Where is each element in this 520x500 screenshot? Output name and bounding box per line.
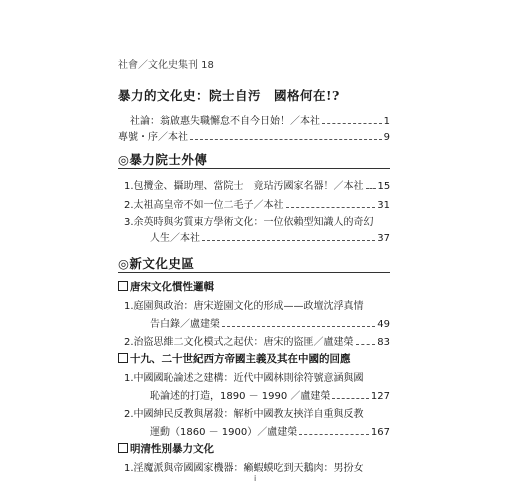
- square-bullet-icon: [118, 281, 128, 291]
- square-bullet-icon: [118, 443, 128, 453]
- entry-title: 社論：翁啟惠失職懈怠不自今日始！／本社: [130, 116, 320, 127]
- double-circle-icon: ◎: [118, 256, 130, 271]
- subsection-heading-text: 十九、二十世紀西方帝國主義及其在中國的回應: [130, 353, 351, 365]
- dot-leader: [222, 326, 375, 327]
- section-title-violent-academician: [118, 150, 207, 168]
- toc-entry[interactable]: [118, 196, 390, 212]
- section-divider: [118, 272, 390, 273]
- subsection-heading: [118, 279, 214, 294]
- entry-title: 2.治盜思維二文化模式之起伏：唐宋的盜匪／盧建榮: [124, 337, 354, 348]
- running-head: 社會／文化史集刊 18: [118, 60, 214, 71]
- dot-leader: [322, 123, 382, 124]
- subsection-heading-text: 明清性別暴力文化: [130, 443, 214, 455]
- dot-leader: [356, 344, 376, 345]
- toc-entry-continuation[interactable]: [118, 315, 390, 331]
- entry-title-continued: 告白錄／盧建榮: [150, 319, 220, 330]
- dot-leader: [299, 434, 369, 435]
- dot-leader: [190, 139, 382, 140]
- dot-leader: [286, 207, 376, 208]
- entry-title[interactable]: 1.中國國恥論述之建構：近代中國林則徐符號意涵與國: [124, 373, 364, 384]
- entry-title: 2.太祖高皇帝不如一位二毛子／本社: [124, 200, 284, 211]
- entry-page-number: 167: [370, 427, 390, 438]
- entry-title[interactable]: 2.中國紳民反教與屠殺：解析中國教友挾洋自重與反教: [124, 409, 364, 420]
- section-title-text: 新文化史區: [129, 256, 195, 271]
- toc-entry[interactable]: [118, 112, 390, 128]
- section-title-new-cultural-history: [118, 254, 194, 272]
- square-bullet-icon: [118, 353, 128, 363]
- double-circle-icon: ◎: [118, 152, 130, 167]
- entry-page-number: 49: [377, 319, 390, 330]
- dot-leader: [202, 240, 375, 241]
- entry-page-number: 15: [377, 181, 391, 192]
- entry-title[interactable]: 1.庭園與政治：唐宋遊園文化的形成——政壇沈浮真情: [124, 301, 364, 312]
- entry-page-number: 9: [383, 132, 390, 143]
- toc-entry-continuation[interactable]: [118, 229, 390, 245]
- entry-title: 1.包攬金、攝助理、當院士 竟玷汚國家名器！／本社: [124, 181, 364, 192]
- toc-entry[interactable]: [118, 177, 390, 193]
- section-divider: [118, 168, 390, 169]
- entry-title-continued: 恥論述的打造，1890 － 1990 ／盧建榮: [150, 391, 331, 402]
- subsection-heading-text: 唐宋文化慣性邏輯: [130, 281, 214, 293]
- subsection-heading: [118, 351, 351, 366]
- toc-entry-continuation[interactable]: [118, 387, 390, 403]
- folio: i: [254, 474, 257, 483]
- section-title-text: 暴力院士外傳: [129, 152, 208, 167]
- entry-title-continued: 運動（1860 － 1900）／盧建榮: [150, 427, 298, 438]
- subsection-heading: [118, 441, 214, 456]
- section-title-violence-history: 暴力的文化史：院士自汚 國格何在!?: [118, 88, 340, 103]
- entry-title: 專號・序／本社: [118, 132, 188, 143]
- entry-page-number: 31: [377, 200, 390, 211]
- entry-page-number: 127: [370, 391, 390, 402]
- entry-title[interactable]: 3.余英時與劣質東方學術文化：一位依賴型知識人的奇幻: [124, 217, 374, 228]
- toc-entry[interactable]: [118, 128, 390, 144]
- entry-page-number: 37: [377, 233, 390, 244]
- entry-title[interactable]: 1.淫魔派與帝國國家機器：癩蝦蟆吃到天鵝肉：男扮女: [124, 463, 364, 474]
- entry-page-number: 1: [383, 116, 390, 127]
- toc-entry-continuation[interactable]: [118, 423, 390, 439]
- entry-title-continued: 人生／本社: [150, 233, 200, 244]
- entry-page-number: 83: [377, 337, 390, 348]
- dot-leader: [332, 398, 368, 399]
- dot-leader: [366, 188, 376, 189]
- toc-entry[interactable]: [118, 333, 390, 349]
